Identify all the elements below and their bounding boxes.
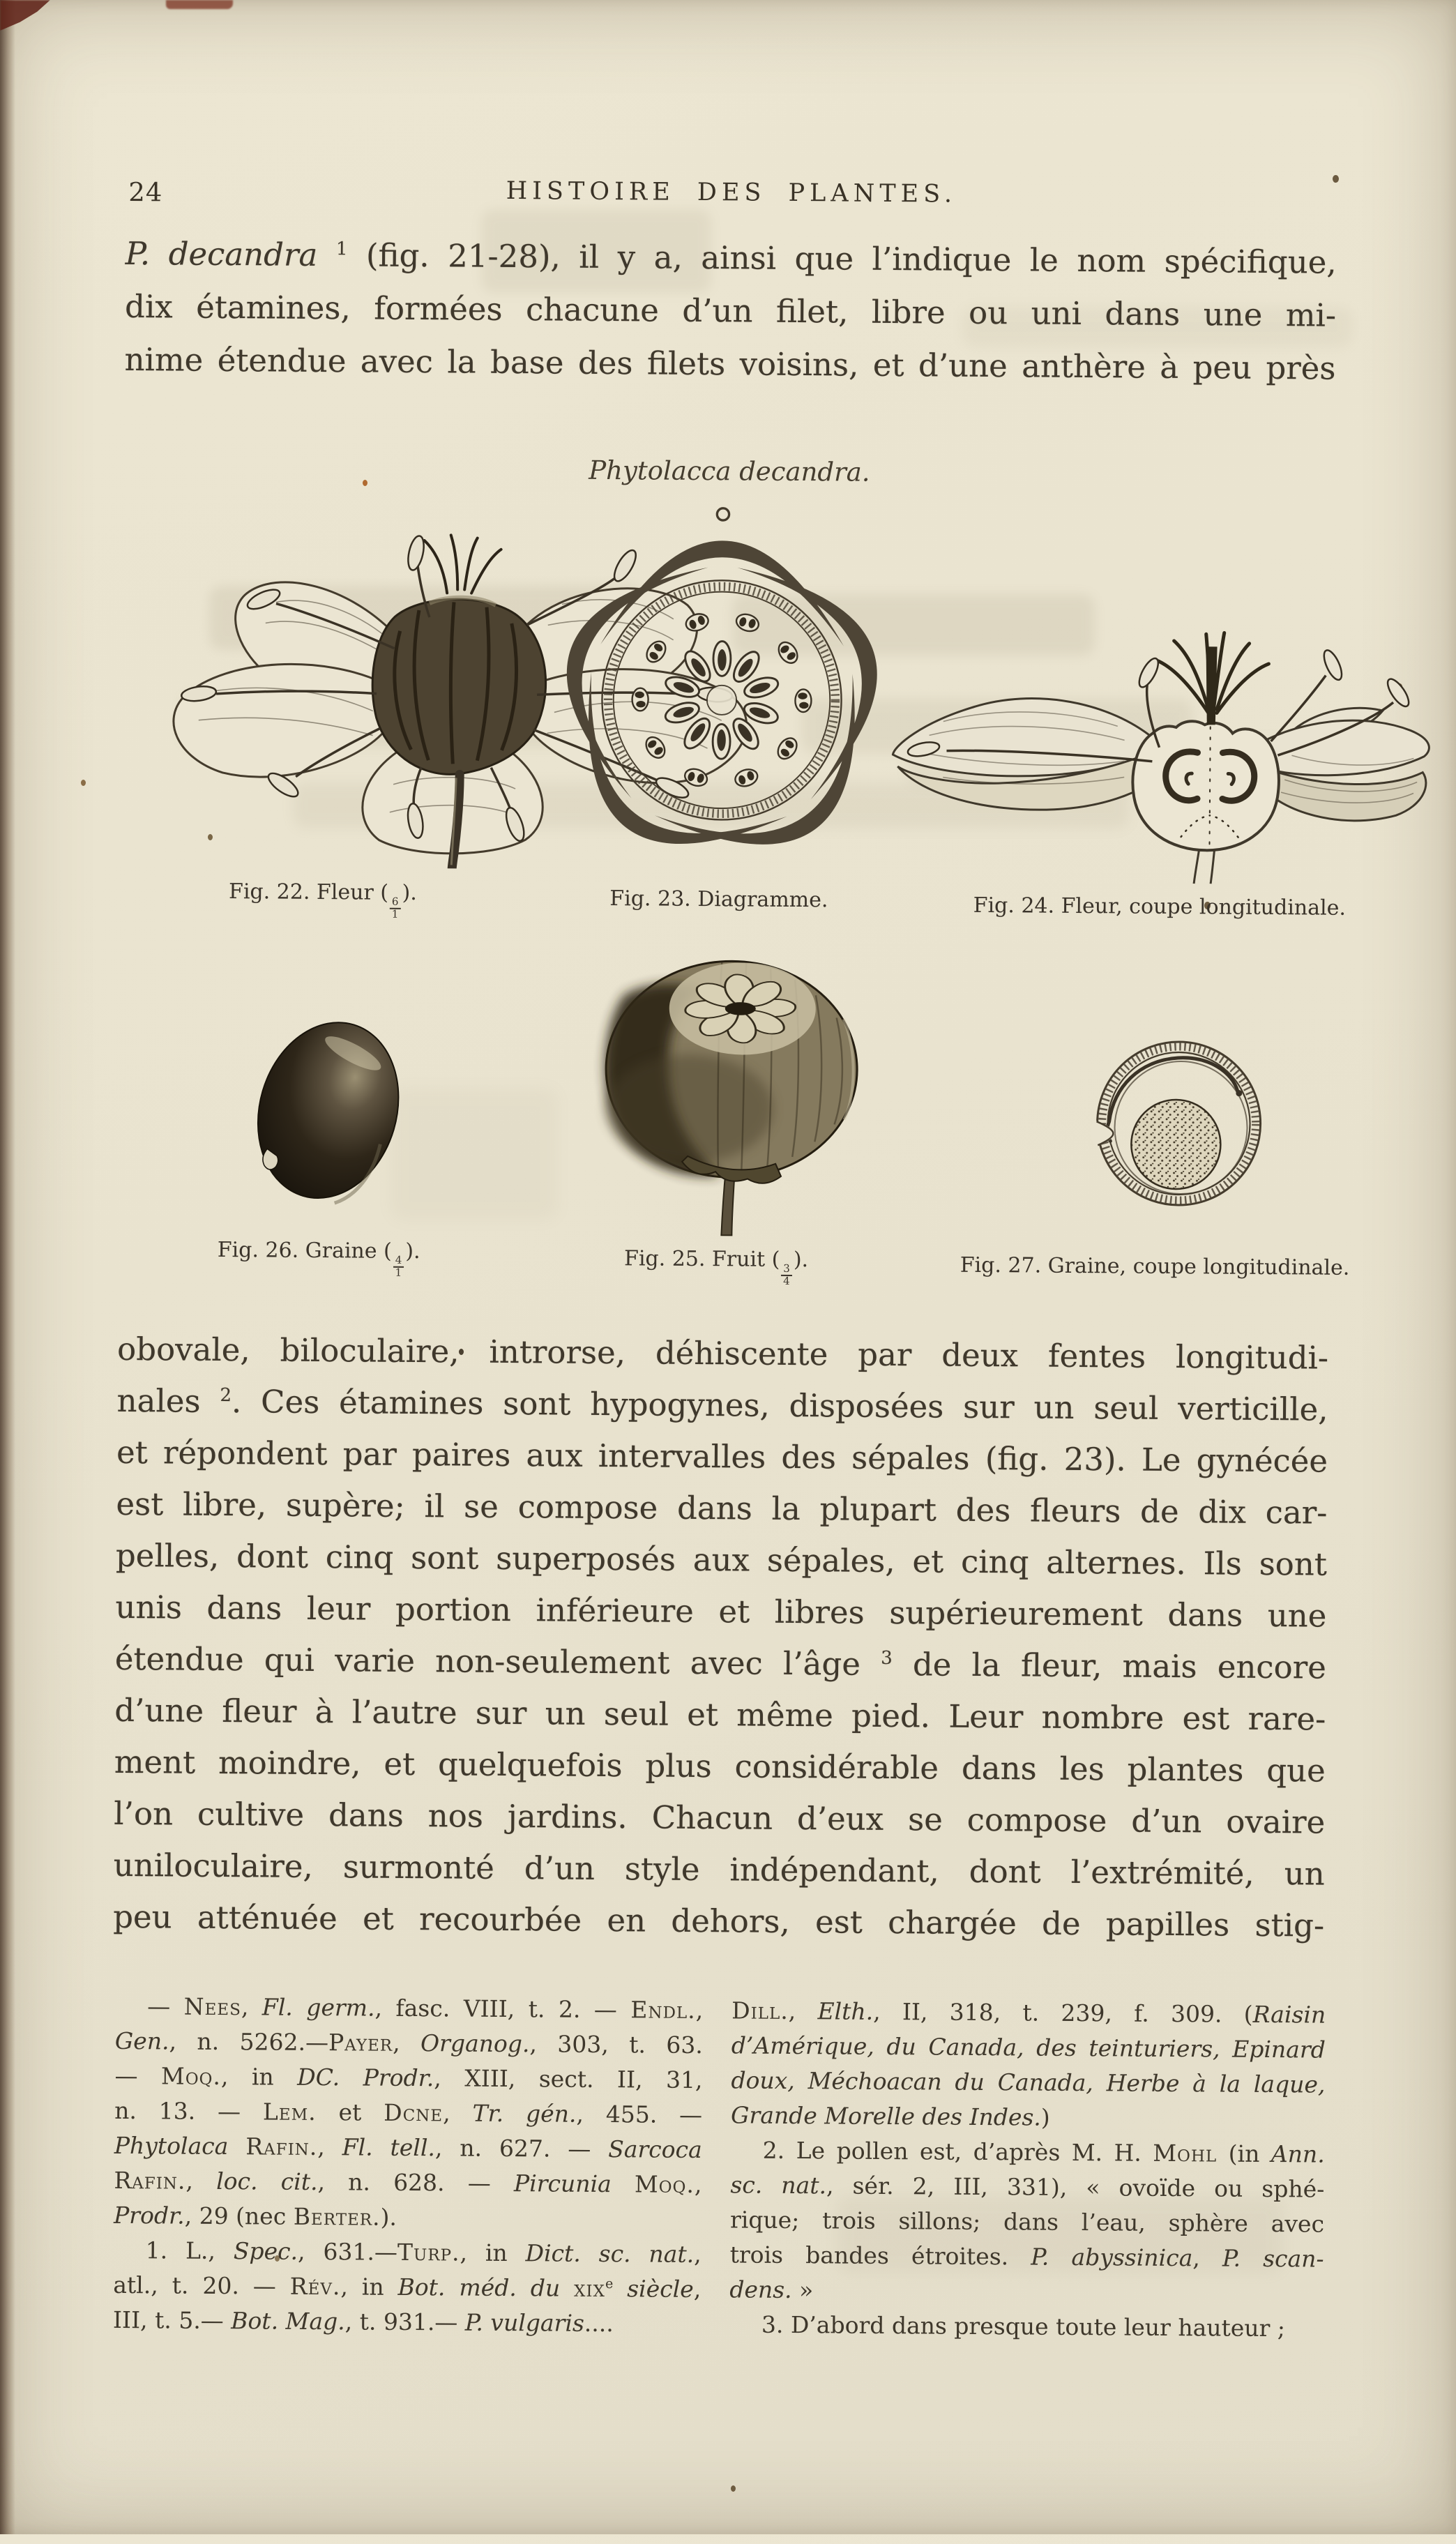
footnote-left-column <box>113 1989 704 2342</box>
text-line: Gen., n. 5262.—Payer, Organog., 303, t. 63. <box>114 2027 704 2059</box>
text-line: et répondent par paires aux intervalles des sépales (fig. 23). Le gynécée <box>116 1433 1328 1480</box>
text-line: uniloculaire, surmonté d’un style indépendant, dont l’extrémité, un <box>113 1846 1325 1893</box>
text-line: Dill., Elth., II, 318, t. 239, f. 309. (Raisin <box>731 1997 1326 2029</box>
text-line: P. decandra $^1$ (fig. 21-28), il y a, ainsi que l’indique le nom spécifique, <box>125 234 1337 281</box>
text-line: 3. D’abord dans presque toute leur hauteur ; <box>761 2310 1286 2342</box>
caption-fig22 <box>169 879 476 921</box>
text-line: Fig. 22. Fleur ( $\frac{6}{1}$ ). <box>228 879 417 921</box>
fig24-flower-section-illustration <box>879 603 1439 886</box>
text-line: dens. » <box>729 2276 814 2304</box>
text-line: Phytolaca Rafin., Fl. tell., n. 627. — Sarcoca <box>114 2131 702 2164</box>
text-line: atl., t. 20. — Rév., in Bot. méd. du xix$^e$ siècle, <box>113 2271 702 2303</box>
text-line: 1. L., Spec., 631.—Turp., in Dict. sc. nat., <box>145 2236 702 2269</box>
fig27-seed-section-engraving <box>1072 1017 1282 1227</box>
text-line: obovale, biloculaire, introrse, déhiscente par deux fentes longitudi- <box>116 1330 1329 1377</box>
text-line: doux, Méchoacan du Canada, Herbe à la laque, <box>731 2066 1326 2098</box>
text-line: nales $^2$. Ces étamines sont hypogynes, disposées sur un seul verticille, <box>116 1381 1328 1428</box>
text-line: 2. Le pollen est, d’après M. H. Mohl (in Ann. <box>762 2136 1325 2168</box>
text-line: peu atténuée et recourbée en dehors, est chargée de papilles stig- <box>113 1898 1325 1944</box>
text-line: — Moq., in DC. Prodr., XIII, sect. II, 31, <box>114 2061 703 2094</box>
text-line: nime étendue avec la base des filets voisins, et d’une anthère à peu près <box>124 340 1336 387</box>
fig24-section-engraving <box>879 603 1439 886</box>
footnote-right-column <box>729 1993 1326 2346</box>
text-line: Fig. 27. Graine, coupe longitudinale. <box>960 1252 1350 1280</box>
text-line: Fig. 25. Fruit ( $\frac{3}{4}$ ). <box>623 1246 809 1287</box>
caption-fig26 <box>165 1237 472 1279</box>
fig26-seed-illustration <box>223 997 434 1214</box>
text-line: III, t. 5.— Bot. Mag., t. 931.— P. vulgaris.... <box>112 2306 614 2338</box>
text-line: unis dans leur portion inférieure et libres supérieurement dans une <box>115 1588 1327 1635</box>
text-line: Prodr., 29 (nec Berter.). <box>113 2201 397 2231</box>
text-line: sc. nat., sér. 2, III, 331), « ovoïde ou sphé- <box>730 2171 1325 2203</box>
fig27-seed-section-illustration <box>1072 1017 1282 1227</box>
text-line: trois bandes étroites. P. abyssinica, P. scan- <box>729 2241 1324 2273</box>
fig23-floral-diagram-illustration <box>560 499 884 875</box>
text-line: ment moindre, et quelquefois plus considérable dans les plantes que <box>114 1743 1326 1789</box>
caption-fig24 <box>923 893 1397 921</box>
text-line: d’Amérique, du Canada, des teinturiers, Epinard <box>731 2031 1326 2064</box>
text-line: Fig. 24. Fleur, coupe longitudinale. <box>973 893 1347 921</box>
running-header: HISTOIRE DES PLANTES. <box>506 176 957 209</box>
page-number: 24 <box>128 176 163 208</box>
text-line: Grande Morelle des Indes.) <box>730 2101 1050 2131</box>
text-line: d’une fleur à l’autre sur un seul et même pied. Leur nombre est rare- <box>114 1691 1326 1738</box>
text-line: Rafin., loc. cit., n. 628. — Pircunia Moq., <box>114 2166 702 2199</box>
text-line: l’on cultive dans nos jardins. Chacun d’eux se compose d’un ovaire <box>114 1794 1326 1841</box>
fig25-fruit-illustration <box>584 932 879 1241</box>
body-paragraph <box>113 1324 1328 1952</box>
text-line: étendue qui varie non-seulement avec l’âge $^3$ de la fleur, mais encore <box>114 1640 1327 1686</box>
text-line: dix étamines, formées chacune d’un filet, libre ou uni dans une mi- <box>124 287 1337 334</box>
text-line: pelles, dont cinq sont superposés aux sépales, et cinq alternes. Ils sont <box>115 1536 1328 1583</box>
text-line: Fig. 26. Graine ( $\frac{4}{1}$ ). <box>217 1237 420 1279</box>
fig26-seed-engraving <box>223 997 434 1214</box>
intro-paragraph <box>124 227 1337 395</box>
fig25-fruit-engraving <box>584 932 879 1241</box>
text-line: Fig. 23. Diagramme. <box>609 886 828 913</box>
caption-fig27 <box>914 1252 1395 1280</box>
caption-fig23 <box>572 886 865 913</box>
axis-marker-dot <box>717 508 729 520</box>
text-line: — Nees, Fl. germ., fasc. VIII, t. 2. — Endl., <box>147 1992 704 2024</box>
text-line: rique; trois sillons; dans l’eau, sphère avec <box>729 2206 1325 2238</box>
text-line: n. 13. — Lem. et Dcne, Tr. gén., 455. — <box>114 2096 703 2129</box>
fig23-diagram-engraving <box>560 499 884 875</box>
species-heading: Phytolacca decandra. <box>589 455 870 487</box>
caption-fig25 <box>570 1246 863 1288</box>
text-line: est libre, supère; il se compose dans la plupart des fleurs de dix car- <box>116 1485 1328 1531</box>
